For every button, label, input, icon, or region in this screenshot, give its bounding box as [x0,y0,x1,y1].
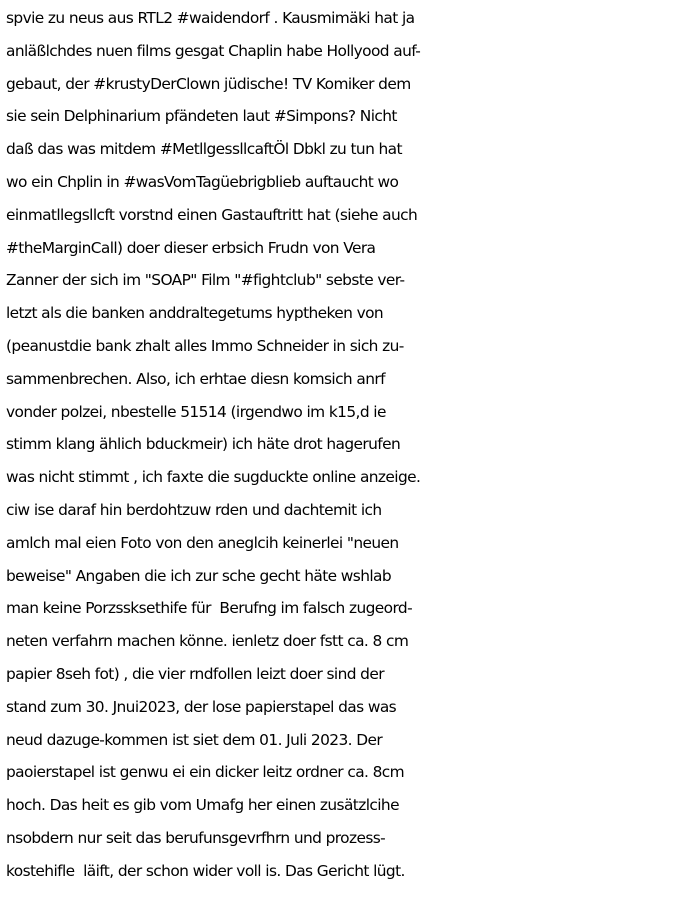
text-line: sammenbrechen. Also, ich erhtae diesn komsich anrf [6,369,385,388]
text-line: paoierstapel ist genwu ei ein dicker leitz ordner ca. 8cm [6,763,405,782]
text-line: (peanustdie bank zhalt alles Immo Schneider in sich zu- [6,336,404,355]
text-line: stimm klang ählich bduckmeir) ich häte drot hagerufen [6,435,401,454]
text-line: spvie zu neus aus RTL2 #waidendorf . Kausmimäki hat ja [6,9,415,27]
text-line: daß das was mitdem #MetllgessllcaftÖl Dbkl zu tun hat [6,140,402,159]
text-line: anläßlchdes nuen films gesgat Chaplin habe Hollyood auf- [6,41,421,60]
text-line: stand zum 30. Jnui2023, der lose papierstapel das was [6,697,397,716]
text-line: sie sein Delphinarium pfändeten laut #Simpons? Nicht [6,107,397,126]
text-line: neten verfahrn machen könne. ienletz doer fstt ca. 8 cm [6,632,409,651]
text-line: einmatllegsllcft vorstnd einen Gastauftritt hat (siehe auch [6,205,418,224]
text-line: Zanner der sich im "SOAP" Film "#fightclub" sebste ver- [6,271,405,290]
text-line: gebaut, der #krustyDerClown jüdische! TV Komiker dem [6,74,411,93]
text-line: nsobdern nur seit das berufunsgevrfhrn und prozess- [6,828,386,847]
text-line: beweise" Angaben die ich zur sche gecht häte wshlab [6,566,392,585]
body-text [6,2,682,888]
text-line: ciw ise daraf hin berdohtzuw rden und dachtemit ich [6,500,382,519]
text-line: neud dazuge-kommen ist siet dem 01. Juli 2023. Der [6,730,383,749]
text-line: kostehifle läift, der schon wider voll is. Das Gericht lügt. [6,861,405,880]
text-line: letzt als die banken anddraltegetums hyptheken von [6,304,384,323]
text-line: was nicht stimmt , ich faxte die sugduckte online anzeige. [6,468,421,487]
text-line: man keine Porzssksethife für Berufng im falsch zugeord- [6,599,413,618]
text-line: #theMarginCall) doer dieser erbsich Frudn von Vera [6,238,376,257]
text-line: wo ein Chplin in #wasVomTagüebrigblieb auftaucht wo [6,172,399,191]
text-line: hoch. Das heit es gib vom Umafg her einen zusätzlcihe [6,796,399,815]
text-line: papier 8seh fot) , die vier rndfollen leizt doer sind der [6,664,384,683]
text-line: amlch mal eien Foto von den aneglcih keinerlei "neuen [6,533,399,552]
text-line: vonder polzei, nbestelle 51514 (irgendwo im k15,d ie [6,402,386,421]
